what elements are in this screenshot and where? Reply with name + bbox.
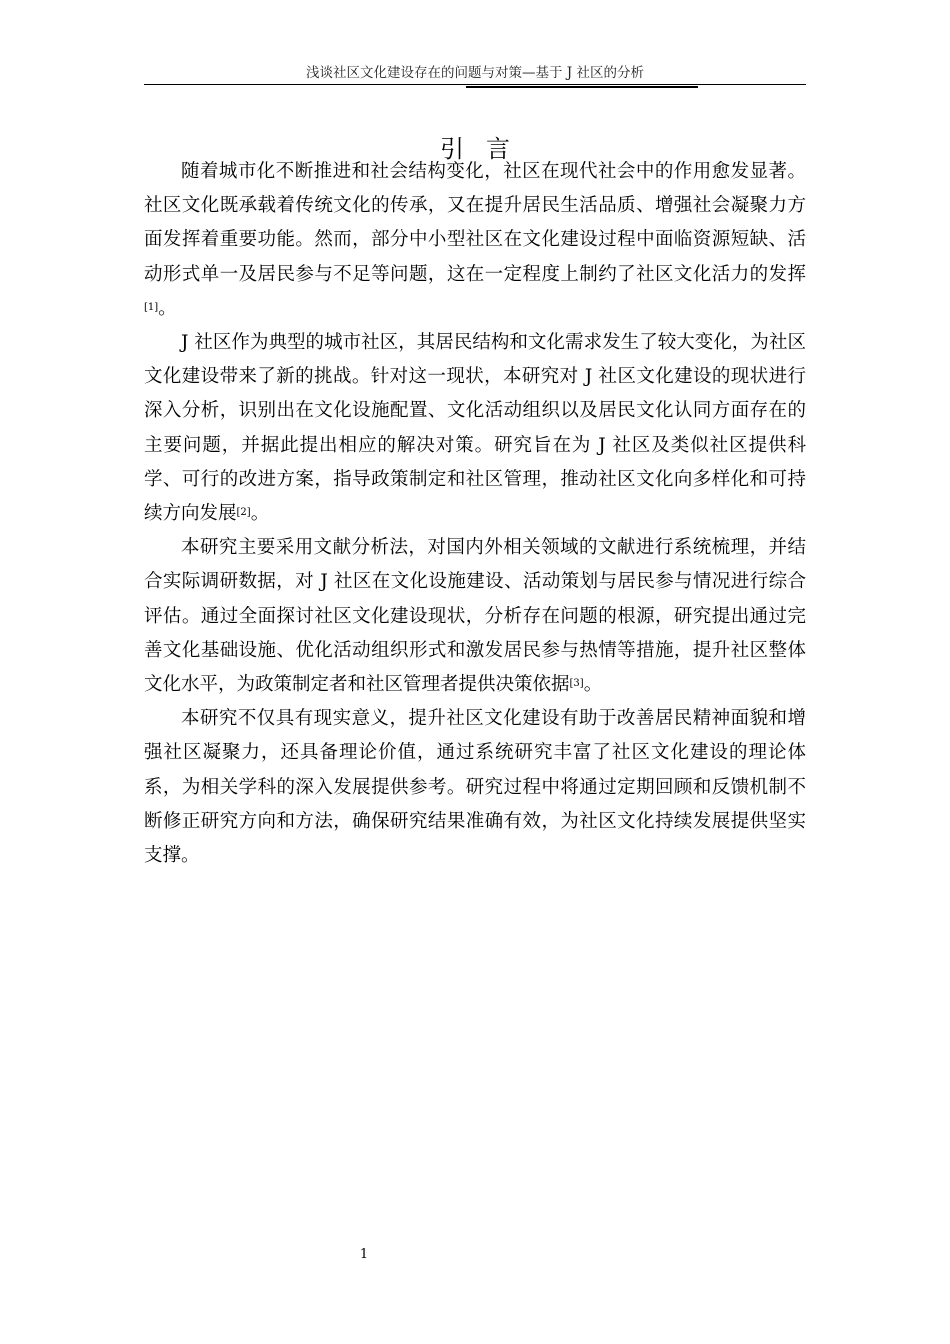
citation-marker: [3] <box>569 678 584 690</box>
paragraph-end: 。 <box>583 674 603 696</box>
paragraph-text: J 社区作为典型的城市社区，其居民结构和文化需求发生了较大变化，为社区文化建设带来了新的挑战。针对这一现状，本研究对 J 社区文化建设的现状进行深入分析，识别出在文化设施配置、文化活动组织以及居民文化认同方面存在的主要问题，并据此提出相应的解决对策。研究旨在为 J 社区及类似社区提供科学、可行的改进方案，指导政策制定和社区管理，推动社区文化向多样化和可持续方向发展 <box>144 332 806 525</box>
running-header: 浅谈社区文化建设存在的问题与对策—基于 J 社区的分析 <box>306 65 644 81</box>
paragraph <box>144 702 806 873</box>
citation-marker: [1] <box>144 301 159 313</box>
paragraph-text: 本研究不仅具有现实意义，提升社区文化建设有助于改善居民精神面貌和增强社区凝聚力，还具备理论价值，通过系统研究丰富了社区文化建设的理论体系，为相关学科的深入发展提供参考。研究过程中将通过定期回顾和反馈机制不断修正研究方向和方法，确保研究结果准确有效，为社区文化持续发展提供坚实支撑。 <box>144 708 806 867</box>
paragraph <box>144 531 806 702</box>
paragraph-text: 本研究主要采用文献分析法，对国内外相关领域的文献进行系统梳理，并结合实际调研数据，对 J 社区在文化设施建设、活动策划与居民参与情况进行综合评估。通过全面探讨社区文化建设现状，分析存在问题的根源，研究提出通过完善文化基础设施、优化活动组织形式和激发居民参与热情等措施，提升社区整体文化水平，为政策制定者和社区管理者提供决策依据 <box>144 537 806 696</box>
paragraph-text: 随着城市化不断推进和社会结构变化，社区在现代社会中的作用愈发显著。社区文化既承载着传统文化的传承，又在提升居民生活品质、增强社会凝聚力方面发挥着重要功能。然而，部分中小型社区在文化建设过程中面临资源短缺、活动形式单一及居民参与不足等问题，这在一定程度上制约了社区文化活力的发挥 <box>144 161 806 285</box>
section-title: 引言 <box>440 135 532 163</box>
body-text <box>144 155 806 873</box>
paragraph-end: 。 <box>158 297 177 319</box>
page-number: 1 <box>359 1247 369 1262</box>
paragraph <box>144 326 806 531</box>
paragraph <box>144 155 806 326</box>
paragraph-end: 。 <box>250 503 270 525</box>
citation-marker: [2] <box>236 507 251 519</box>
header-rule-accent <box>466 86 698 88</box>
header-rule <box>144 84 806 85</box>
